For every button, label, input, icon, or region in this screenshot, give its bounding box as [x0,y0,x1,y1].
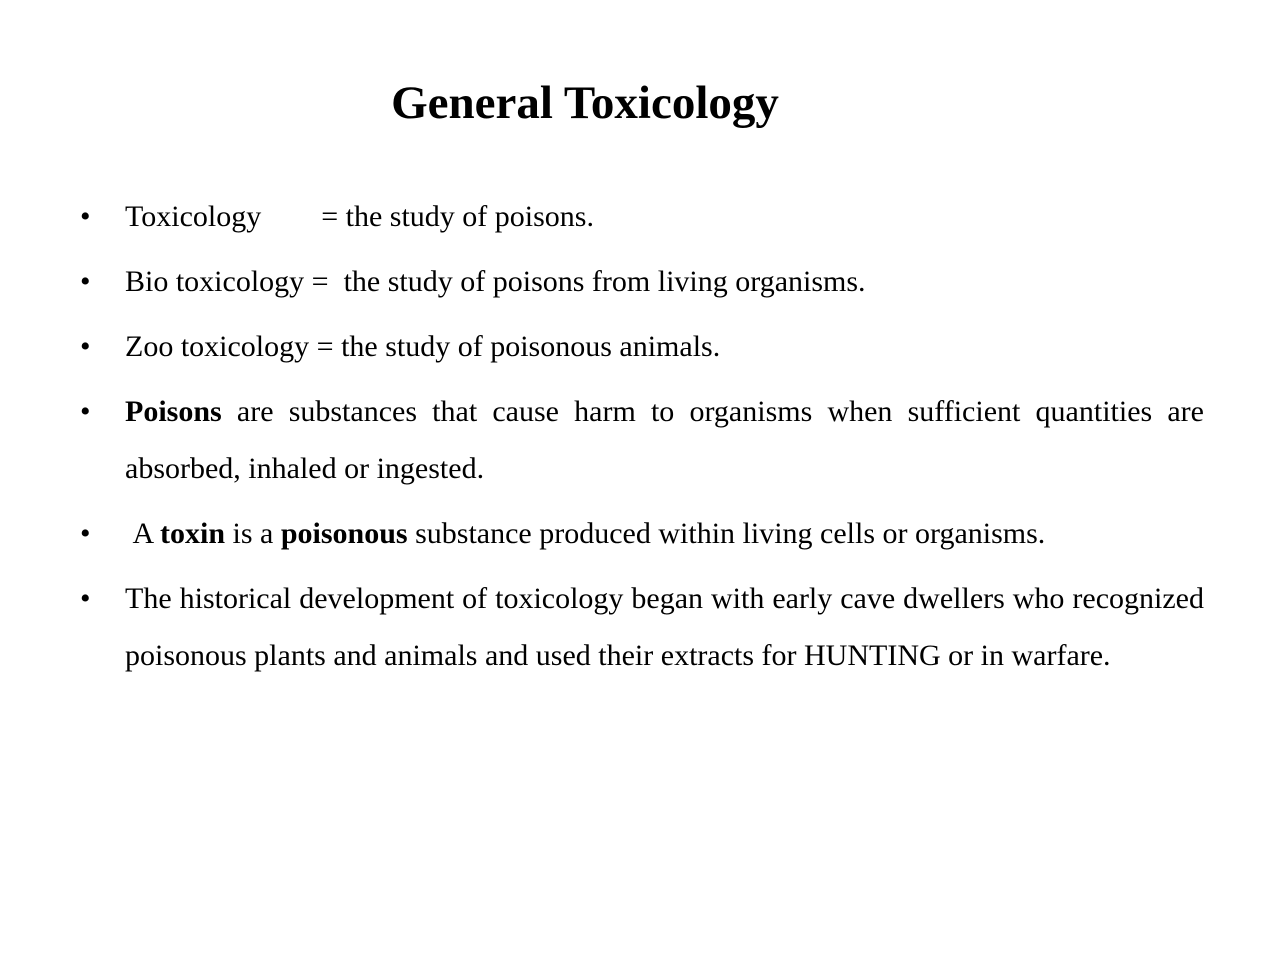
bullet-marker: • [80,395,91,428]
bullet-item-historical-development [80,570,1212,684]
bullet-text: Bio toxicology = the study of poisons from living organisms. [125,265,866,298]
bullet-marker: • [80,582,91,615]
bullet-text: Zoo toxicology = the study of poisonous animals. [125,330,721,363]
bullet-marker: • [80,265,91,298]
slide-title: General Toxicology [391,77,779,129]
bullet-item-bio-toxicology [80,253,1204,310]
bullet-text: is a [225,517,281,550]
bullet-marker: • [80,330,91,363]
bullet-item-zoo-toxicology [80,318,1204,375]
bullet-marker: • [80,200,91,233]
bullet-text-bold: poisonous [280,517,408,550]
bullet-text-bold: toxin [160,517,226,550]
bullet-text: Toxicology = the study of poisons. [125,200,594,233]
bullet-marker: • [80,517,91,550]
bullet-text: substance produced within living cells or organisms. [407,517,1046,550]
bullet-text: The historical development of toxicology began with early cave dwellers who recognized poisonous plants and animals and used their extracts for HUNTING or in warfare. [125,582,1212,672]
bullet-text-bold: Poisons [125,395,222,428]
bullet-item-toxin-definition [80,505,1204,562]
bullet-item-poisons-definition [80,383,1212,497]
bullet-text: are substances that cause harm to organisms when sufficient quantities are absorbed, inhaled or ingested. [125,395,1212,485]
bullet-list [80,188,1212,684]
bullet-item-toxicology [80,188,1204,245]
bullet-text: A [125,517,161,550]
